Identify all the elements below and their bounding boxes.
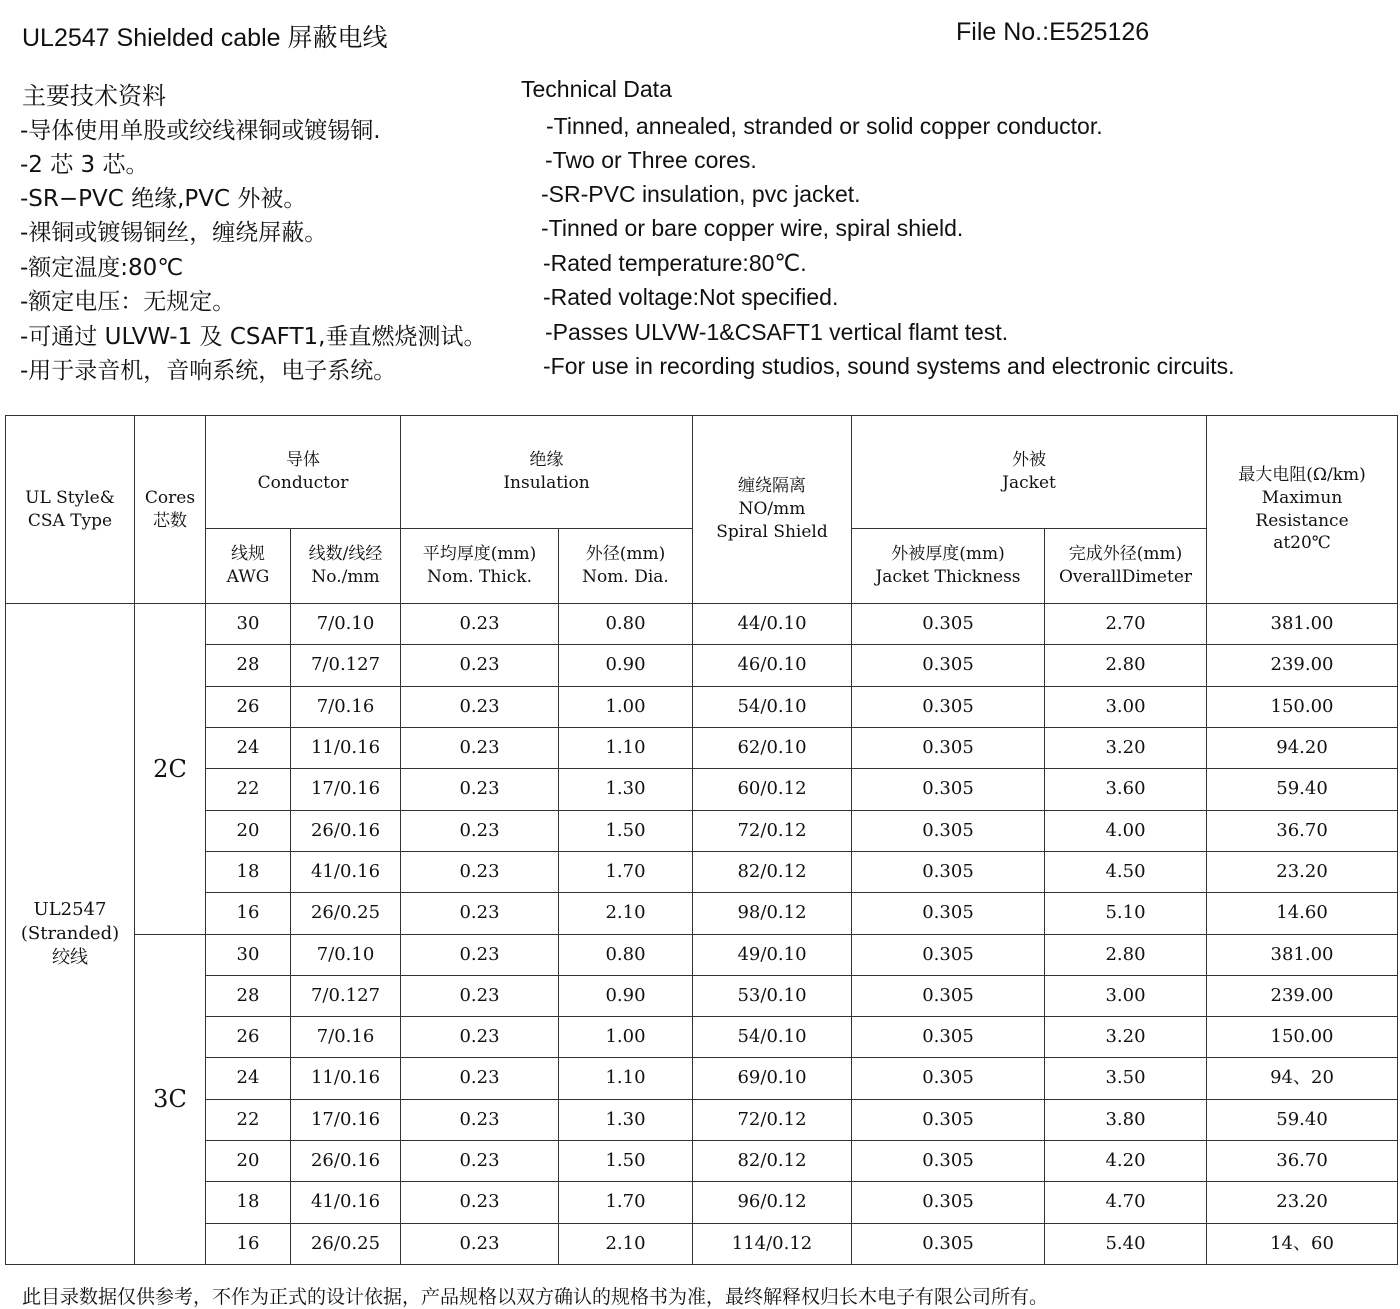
overall-diameter-cell: 3.50 <box>1045 1058 1207 1099</box>
overall-diameter-cell: 5.10 <box>1045 893 1207 934</box>
tech-line-cn: -导体使用单股或绞线裸铜或镀锡铜. <box>20 118 381 144</box>
awg-cell: 22 <box>206 1099 291 1140</box>
table-row <box>6 686 1398 727</box>
dia-cell: 1.30 <box>559 769 693 810</box>
dia-cell: 2.10 <box>559 893 693 934</box>
jacket-thickness-cell: 0.305 <box>852 1182 1045 1223</box>
awg-cell: 18 <box>206 851 291 892</box>
jacket-thickness-cell: 0.305 <box>852 686 1045 727</box>
dia-cell: 0.90 <box>559 645 693 686</box>
table-row <box>6 893 1398 934</box>
overall-diameter-cell: 3.20 <box>1045 727 1207 768</box>
spiral-cell: 72/0.12 <box>693 1099 852 1140</box>
resistance-cell: 94.20 <box>1207 727 1398 768</box>
awg-cell: 28 <box>206 645 291 686</box>
tech-line-en: -Two or Three cores. <box>545 147 757 173</box>
overall-diameter-cell: 3.20 <box>1045 1017 1207 1058</box>
overall-diameter-cell: 4.70 <box>1045 1182 1207 1223</box>
tech-line-en: -Passes ULVW-1&CSAFT1 vertical flamt test. <box>545 319 1009 345</box>
spiral-cell: 53/0.10 <box>693 975 852 1016</box>
header-conductor: 导体 Conductor <box>206 416 401 529</box>
overall-diameter-cell: 4.20 <box>1045 1141 1207 1182</box>
thick-cell: 0.23 <box>401 645 559 686</box>
resistance-cell: 94、20 <box>1207 1058 1398 1099</box>
table-row <box>6 851 1398 892</box>
tech-line-cn: -用于录音机，音响系统，电子系统。 <box>20 358 397 384</box>
file-number: File No.:E525126 <box>956 18 1150 46</box>
awg-cell: 26 <box>206 1017 291 1058</box>
awg-cell: 26 <box>206 686 291 727</box>
spiral-cell: 60/0.12 <box>693 769 852 810</box>
jacket-thickness-cell: 0.305 <box>852 727 1045 768</box>
spiral-cell: 82/0.12 <box>693 1141 852 1182</box>
header-nom-dia: 外径(mm) Nom. Dia. <box>559 529 693 604</box>
disclaimer-footer: 此目录数据仅供参考，不作为正式的设计依据，产品规格以双方确认的规格书为准，最终解释权归长木电子有限公司所有。 <box>22 1286 1049 1308</box>
spec-table <box>5 415 1398 1265</box>
thick-cell: 0.23 <box>401 686 559 727</box>
thick-cell: 0.23 <box>401 1058 559 1099</box>
spiral-cell: 114/0.12 <box>693 1223 852 1264</box>
jacket-thickness-cell: 0.305 <box>852 1141 1045 1182</box>
jacket-thickness-cell: 0.305 <box>852 1058 1045 1099</box>
dia-cell: 0.80 <box>559 934 693 975</box>
dia-cell: 0.80 <box>559 604 693 645</box>
tech-line-en: -SR-PVC insulation, pvc jacket. <box>541 181 861 207</box>
table-row <box>6 1182 1398 1223</box>
thick-cell: 0.23 <box>401 604 559 645</box>
spiral-cell: 96/0.12 <box>693 1182 852 1223</box>
thick-cell: 0.23 <box>401 769 559 810</box>
header-max-resistance: 最大电阻(Ω/km) Maximun Resistance at20℃ <box>1207 416 1398 604</box>
spiral-cell: 72/0.12 <box>693 810 852 851</box>
overall-diameter-cell: 3.00 <box>1045 975 1207 1016</box>
tech-line-en: -Tinned, annealed, stranded or solid copper conductor. <box>546 113 1103 139</box>
overall-diameter-cell: 3.60 <box>1045 769 1207 810</box>
tech-line-cn: -可通过 ULVW-1 及 CSAFT1,垂直燃烧测试。 <box>20 324 487 350</box>
awg-cell: 20 <box>206 810 291 851</box>
dia-cell: 2.10 <box>559 1223 693 1264</box>
strand-cell: 26/0.16 <box>291 1141 401 1182</box>
table-row <box>6 645 1398 686</box>
dia-cell: 1.70 <box>559 851 693 892</box>
awg-cell: 18 <box>206 1182 291 1223</box>
spiral-cell: 82/0.12 <box>693 851 852 892</box>
awg-cell: 22 <box>206 769 291 810</box>
awg-cell: 16 <box>206 1223 291 1264</box>
table-row <box>6 1141 1398 1182</box>
strand-cell: 26/0.16 <box>291 810 401 851</box>
tech-line-cn: -SR−PVC 绝缘,PVC 外被。 <box>20 186 307 212</box>
strand-cell: 41/0.16 <box>291 1182 401 1223</box>
jacket-thickness-cell: 0.305 <box>852 810 1045 851</box>
cores-2c: 2C <box>135 604 206 935</box>
awg-cell: 28 <box>206 975 291 1016</box>
thick-cell: 0.23 <box>401 810 559 851</box>
resistance-cell: 150.00 <box>1207 1017 1398 1058</box>
jacket-thickness-cell: 0.305 <box>852 1099 1045 1140</box>
thick-cell: 0.23 <box>401 1017 559 1058</box>
spiral-cell: 49/0.10 <box>693 934 852 975</box>
resistance-cell: 381.00 <box>1207 604 1398 645</box>
overall-diameter-cell: 3.00 <box>1045 686 1207 727</box>
jacket-thickness-cell: 0.305 <box>852 1223 1045 1264</box>
strand-cell: 7/0.127 <box>291 975 401 1016</box>
thick-cell: 0.23 <box>401 1182 559 1223</box>
header-ul-style: UL Style& CSA Type <box>6 416 135 604</box>
technical-heading-en: Technical Data <box>521 76 672 102</box>
overall-diameter-cell: 2.80 <box>1045 645 1207 686</box>
dia-cell: 0.90 <box>559 975 693 1016</box>
resistance-cell: 150.00 <box>1207 686 1398 727</box>
header-cores: Cores 芯数 <box>135 416 206 604</box>
strand-cell: 17/0.16 <box>291 1099 401 1140</box>
thick-cell: 0.23 <box>401 934 559 975</box>
dia-cell: 1.00 <box>559 686 693 727</box>
resistance-cell: 14、60 <box>1207 1223 1398 1264</box>
tech-line-cn: -裸铜或镀锡铜丝，缠绕屏蔽。 <box>20 220 328 246</box>
table-row <box>6 1223 1398 1264</box>
awg-cell: 30 <box>206 934 291 975</box>
strand-cell: 7/0.10 <box>291 604 401 645</box>
dia-cell: 1.10 <box>559 727 693 768</box>
header-strand: 线数/线经 No./mm <box>291 529 401 604</box>
spiral-cell: 54/0.10 <box>693 686 852 727</box>
thick-cell: 0.23 <box>401 1141 559 1182</box>
header-insulation: 绝缘 Insulation <box>401 416 693 529</box>
resistance-cell: 36.70 <box>1207 1141 1398 1182</box>
overall-diameter-cell: 5.40 <box>1045 1223 1207 1264</box>
awg-cell: 24 <box>206 1058 291 1099</box>
document-title: UL2547 Shielded cable 屏蔽电线 <box>22 24 388 52</box>
spiral-cell: 69/0.10 <box>693 1058 852 1099</box>
spiral-cell: 98/0.12 <box>693 893 852 934</box>
thick-cell: 0.23 <box>401 893 559 934</box>
dia-cell: 1.00 <box>559 1017 693 1058</box>
resistance-cell: 36.70 <box>1207 810 1398 851</box>
tech-line-en: -Rated voltage:Not specified. <box>543 284 839 310</box>
strand-cell: 17/0.16 <box>291 769 401 810</box>
strand-cell: 26/0.25 <box>291 893 401 934</box>
awg-cell: 30 <box>206 604 291 645</box>
table-row <box>6 1017 1398 1058</box>
overall-diameter-cell: 3.80 <box>1045 1099 1207 1140</box>
strand-cell: 7/0.127 <box>291 645 401 686</box>
resistance-cell: 14.60 <box>1207 893 1398 934</box>
header-nom-thick: 平均厚度(mm) Nom. Thick. <box>401 529 559 604</box>
awg-cell: 16 <box>206 893 291 934</box>
jacket-thickness-cell: 0.305 <box>852 893 1045 934</box>
jacket-thickness-cell: 0.305 <box>852 769 1045 810</box>
tech-line-cn: -额定电压：无规定。 <box>20 289 236 315</box>
table-row <box>6 934 1398 975</box>
thick-cell: 0.23 <box>401 1223 559 1264</box>
spiral-cell: 62/0.10 <box>693 727 852 768</box>
header-awg: 线规 AWG <box>206 529 291 604</box>
jacket-thickness-cell: 0.305 <box>852 975 1045 1016</box>
resistance-cell: 381.00 <box>1207 934 1398 975</box>
tech-line-en: -Rated temperature:80℃. <box>543 250 807 276</box>
dia-cell: 1.10 <box>559 1058 693 1099</box>
table-row <box>6 769 1398 810</box>
strand-cell: 11/0.16 <box>291 727 401 768</box>
technical-heading-cn: 主要技术资料 <box>22 82 166 110</box>
resistance-cell: 239.00 <box>1207 975 1398 1016</box>
thick-cell: 0.23 <box>401 975 559 1016</box>
jacket-thickness-cell: 0.305 <box>852 645 1045 686</box>
jacket-thickness-cell: 0.305 <box>852 934 1045 975</box>
header-jacket-thickness: 外被厚度(mm) Jacket Thickness <box>852 529 1045 604</box>
cores-3c: 3C <box>135 934 206 1265</box>
strand-cell: 7/0.10 <box>291 934 401 975</box>
resistance-cell: 23.20 <box>1207 851 1398 892</box>
spiral-cell: 54/0.10 <box>693 1017 852 1058</box>
dia-cell: 1.70 <box>559 1182 693 1223</box>
resistance-cell: 59.40 <box>1207 769 1398 810</box>
dia-cell: 1.30 <box>559 1099 693 1140</box>
thick-cell: 0.23 <box>401 851 559 892</box>
overall-diameter-cell: 4.00 <box>1045 810 1207 851</box>
jacket-thickness-cell: 0.305 <box>852 604 1045 645</box>
awg-cell: 20 <box>206 1141 291 1182</box>
header-overall-diameter: 完成外径(mm) OverallDimeter <box>1045 529 1207 604</box>
tech-line-cn: -2 芯 3 芯。 <box>20 152 149 178</box>
spiral-cell: 46/0.10 <box>693 645 852 686</box>
resistance-cell: 23.20 <box>1207 1182 1398 1223</box>
style-cell: UL2547 (Stranded) 绞线 <box>6 604 135 1265</box>
header-jacket: 外被 Jacket <box>852 416 1207 529</box>
table-row <box>6 810 1398 851</box>
jacket-thickness-cell: 0.305 <box>852 851 1045 892</box>
jacket-thickness-cell: 0.305 <box>852 1017 1045 1058</box>
tech-line-en: -For use in recording studios, sound systems and electronic circuits. <box>543 353 1235 379</box>
awg-cell: 24 <box>206 727 291 768</box>
table-row <box>6 975 1398 1016</box>
overall-diameter-cell: 2.80 <box>1045 934 1207 975</box>
dia-cell: 1.50 <box>559 1141 693 1182</box>
strand-cell: 41/0.16 <box>291 851 401 892</box>
table-row <box>6 1099 1398 1140</box>
tech-line-en: -Tinned or bare copper wire, spiral shield. <box>541 215 964 241</box>
dia-cell: 1.50 <box>559 810 693 851</box>
table-row <box>6 604 1398 645</box>
spiral-cell: 44/0.10 <box>693 604 852 645</box>
overall-diameter-cell: 2.70 <box>1045 604 1207 645</box>
strand-cell: 11/0.16 <box>291 1058 401 1099</box>
strand-cell: 7/0.16 <box>291 686 401 727</box>
overall-diameter-cell: 4.50 <box>1045 851 1207 892</box>
table-row <box>6 1058 1398 1099</box>
strand-cell: 7/0.16 <box>291 1017 401 1058</box>
thick-cell: 0.23 <box>401 727 559 768</box>
resistance-cell: 59.40 <box>1207 1099 1398 1140</box>
resistance-cell: 239.00 <box>1207 645 1398 686</box>
tech-line-cn: -额定温度:80℃ <box>20 255 184 281</box>
table-row <box>6 727 1398 768</box>
thick-cell: 0.23 <box>401 1099 559 1140</box>
header-spiral-shield: 缠绕隔离 NO/mm Spiral Shield <box>693 416 852 604</box>
strand-cell: 26/0.25 <box>291 1223 401 1264</box>
